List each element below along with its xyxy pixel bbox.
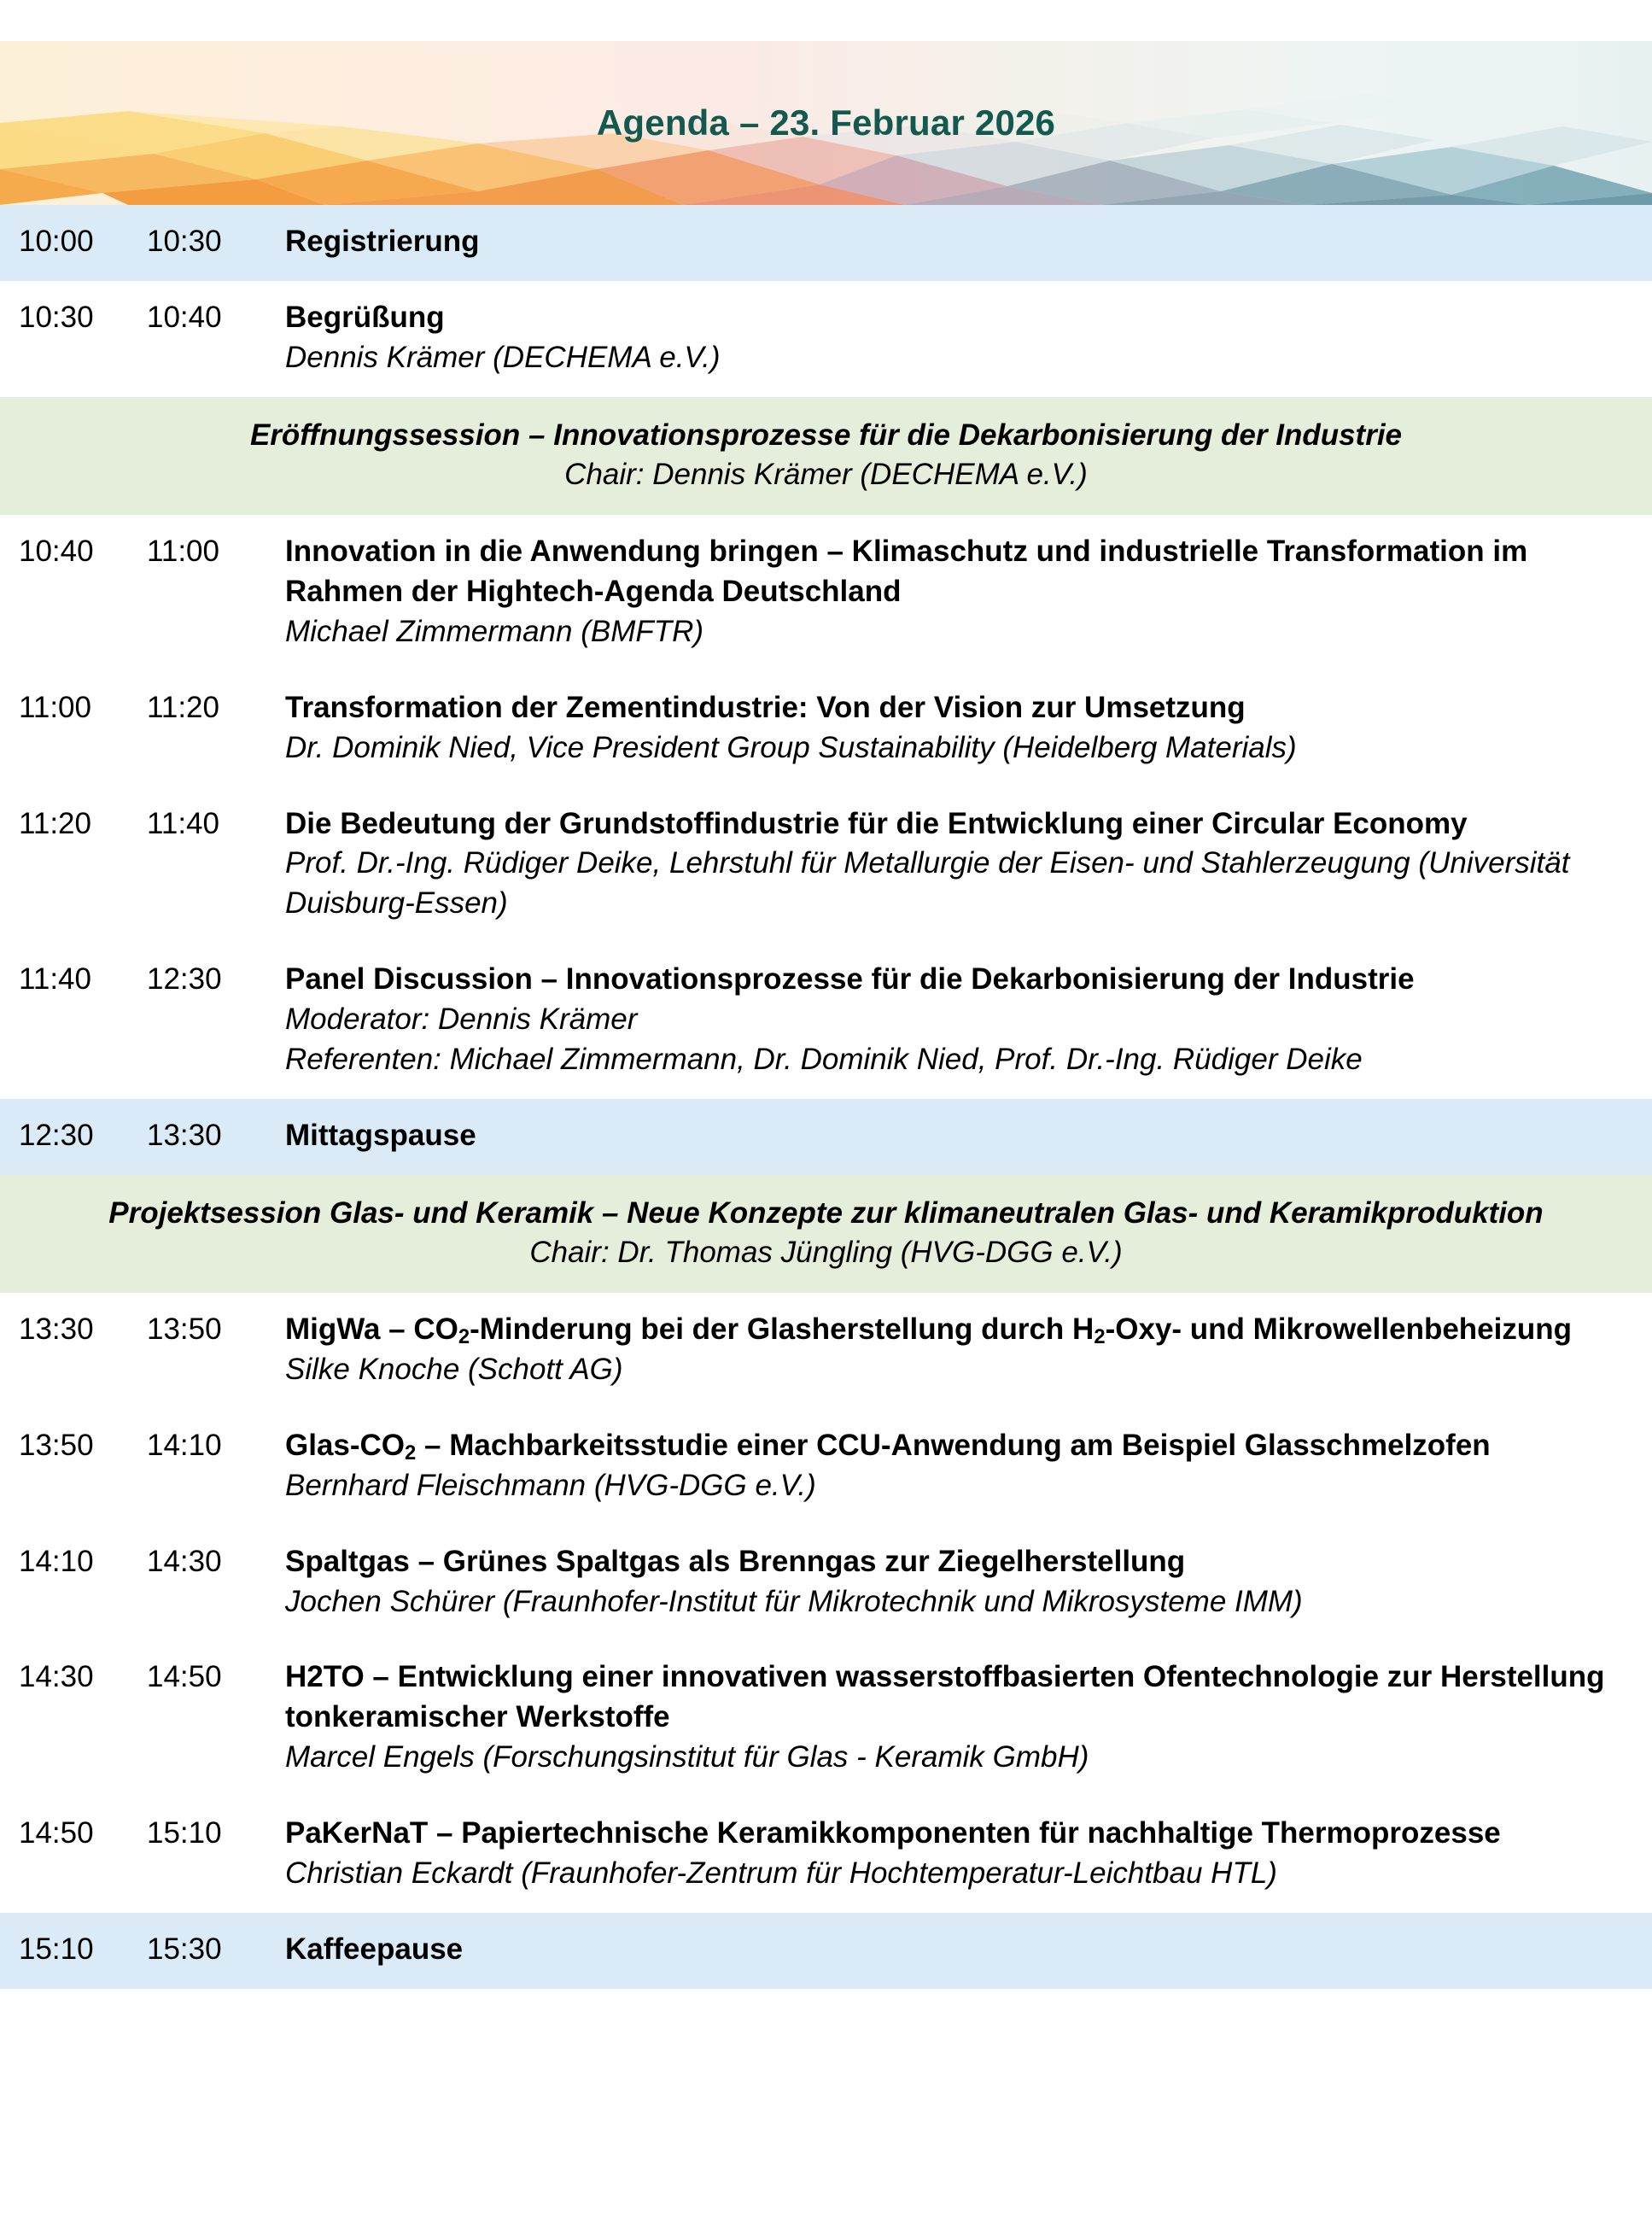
agenda-row <box>0 1293 1652 1409</box>
start-time: 11:20 <box>19 806 91 840</box>
agenda-entry <box>273 281 1652 397</box>
agenda-entry <box>273 1409 1652 1525</box>
session-header-cell <box>0 1175 1652 1293</box>
agenda-entry <box>273 515 1652 671</box>
start-time: 10:40 <box>19 535 94 569</box>
break-row <box>0 1099 1652 1175</box>
entry-speaker: Jochen Schürer (Fraunhofer-Institut für Mikrotechnik und Mikrosysteme IMM) <box>285 1584 1303 1618</box>
agenda-row <box>0 1640 1652 1797</box>
start-time: 11:00 <box>19 690 91 724</box>
start-time: 12:30 <box>19 1118 94 1152</box>
start-time: 14:10 <box>19 1544 94 1578</box>
session-header-row <box>0 397 1652 515</box>
entry-title: MigWa – $CO_2$-Minderung bei der Glasherstellung durch $H_2-Oxy-$ und Mikrowellenbeheizung <box>285 1312 1573 1349</box>
end-time: 10:30 <box>147 225 222 258</box>
entry-speaker: Moderator: Dennis Krämer <box>285 1003 638 1037</box>
end-time: 14:10 <box>147 1428 222 1462</box>
end-time: 15:10 <box>147 1816 222 1850</box>
start-time: 15:10 <box>19 1932 94 1966</box>
agenda-row <box>0 281 1652 397</box>
session-chair: Chair: Dr. Thomas Jüngling (HVG-DGG e.V.) <box>529 1235 1123 1269</box>
agenda-entry <box>273 1525 1652 1641</box>
entry-title: Panel Discussion – Innovationsprozesse für die Dekarbonisierung der Industrie <box>285 962 1415 997</box>
entry-title: Begrüßung <box>285 300 445 334</box>
session-header-cell <box>0 397 1652 515</box>
entry-title: Innovation in die Anwendung bringen – Klimaschutz und industrielle Transformation im Rahmen der Hightech-Agenda Deutschland <box>285 535 1528 608</box>
agenda-entry <box>273 943 1652 1099</box>
start-time: 14:30 <box>19 1660 94 1694</box>
start-time: 10:00 <box>19 225 94 258</box>
session-title: Eröffnungssession – Innovationsprozesse für die Dekarbonisierung der Industrie <box>249 418 1403 452</box>
start-time: 13:30 <box>19 1312 94 1347</box>
entry-speaker: Michael Zimmermann (BMFTR) <box>285 614 704 648</box>
entry-speaker: Dennis Krämer (DECHEMA e.V.) <box>285 340 721 374</box>
end-time: 11:40 <box>147 806 219 840</box>
end-time: 13:50 <box>147 1312 222 1347</box>
agenda-entry <box>273 1640 1652 1797</box>
agenda-entry <box>273 1293 1652 1409</box>
start-time: 10:30 <box>19 300 94 334</box>
agenda-row <box>0 943 1652 1099</box>
agenda-entry <box>273 1099 1652 1175</box>
entry-speaker: Referenten: Michael Zimmermann, Dr. Dominik Nied, Prof. Dr.-Ing. Rüdiger Deike <box>285 1042 1363 1076</box>
entry-title: Glas-$CO_2$ – Machbarkeitsstudie einer CCU-Anwendung am Beispiel Glasschmelzofen <box>285 1428 1491 1465</box>
agenda-entry <box>273 671 1652 787</box>
entry-title: PaKerNaT – Papiertechnische Keramikkomponenten für nachhaltige Thermoprozesse <box>285 1816 1501 1850</box>
page-bottom-spacer <box>0 1989 1652 2064</box>
end-time: 10:40 <box>147 300 222 334</box>
end-time: 12:30 <box>147 962 222 997</box>
agenda-table <box>0 205 1652 1989</box>
header-banner <box>0 41 1652 205</box>
entry-title: Kaffeepause <box>285 1932 464 1966</box>
end-time: 13:30 <box>147 1118 222 1152</box>
start-time: 14:50 <box>19 1816 94 1850</box>
agenda-row <box>0 1797 1652 1913</box>
entry-title: H2TO – Entwicklung einer innovativen wasserstoffbasierten Ofentechnologie zur Herstellung tonkeramischer Werkstoffe <box>285 1660 1605 1734</box>
agenda-row <box>0 787 1652 944</box>
entry-title: Transformation der Zementindustrie: Von der Vision zur Umsetzung <box>285 690 1246 724</box>
entry-title: Spaltgas – Grünes Spaltgas als Brenngas zur Ziegelherstellung <box>285 1544 1186 1578</box>
agenda-entry <box>273 205 1652 281</box>
end-time: 14:30 <box>147 1544 222 1578</box>
entry-speaker: Silke Knoche (Schott AG) <box>285 1353 623 1386</box>
break-row <box>0 205 1652 281</box>
entry-speaker: Bernhard Fleischmann (HVG-DGG e.V.) <box>285 1468 816 1502</box>
entry-speaker: Marcel Engels (Forschungsinstitut für Glas - Keramik GmbH) <box>285 1740 1089 1774</box>
entry-speaker: Prof. Dr.-Ing. Rüdiger Deike, Lehrstuhl für Metallurgie der Eisen- und Stahlerzeugung (Universität Duisburg-Essen) <box>285 846 1570 921</box>
agenda-row <box>0 1409 1652 1525</box>
entry-speaker: Dr. Dominik Nied, Vice President Group Sustainability (Heidelberg Materials) <box>285 730 1297 764</box>
entry-speaker: Christian Eckardt (Fraunhofer-Zentrum für Hochtemperatur-Leichtbau HTL) <box>285 1856 1277 1891</box>
entry-title: Mittagspause <box>285 1118 476 1152</box>
end-time: 11:00 <box>147 535 219 569</box>
agenda-row <box>0 1525 1652 1641</box>
start-time: 13:50 <box>19 1428 94 1462</box>
agenda-entry <box>273 1913 1652 1989</box>
session-header-row <box>0 1175 1652 1293</box>
end-time: 14:50 <box>147 1660 222 1694</box>
agenda-row <box>0 671 1652 787</box>
break-row <box>0 1913 1652 1989</box>
entry-title: Die Bedeutung der Grundstoffindustrie für die Entwicklung einer Circular Economy <box>285 806 1468 840</box>
page-title: Agenda – 23. Februar 2026 <box>596 102 1056 143</box>
start-time: 11:40 <box>19 962 91 997</box>
end-time: 15:30 <box>147 1932 222 1966</box>
session-title: Projektsession Glas- und Keramik – Neue Konzepte zur klimaneutralen Glas- und Keramikproduktion <box>108 1195 1544 1230</box>
agenda-entry <box>273 787 1652 944</box>
entry-title: Registrierung <box>285 225 480 258</box>
end-time: 11:20 <box>147 690 219 724</box>
session-chair: Chair: Dennis Krämer (DECHEMA e.V.) <box>564 457 1088 491</box>
agenda-entry <box>273 1797 1652 1913</box>
agenda-row <box>0 515 1652 671</box>
